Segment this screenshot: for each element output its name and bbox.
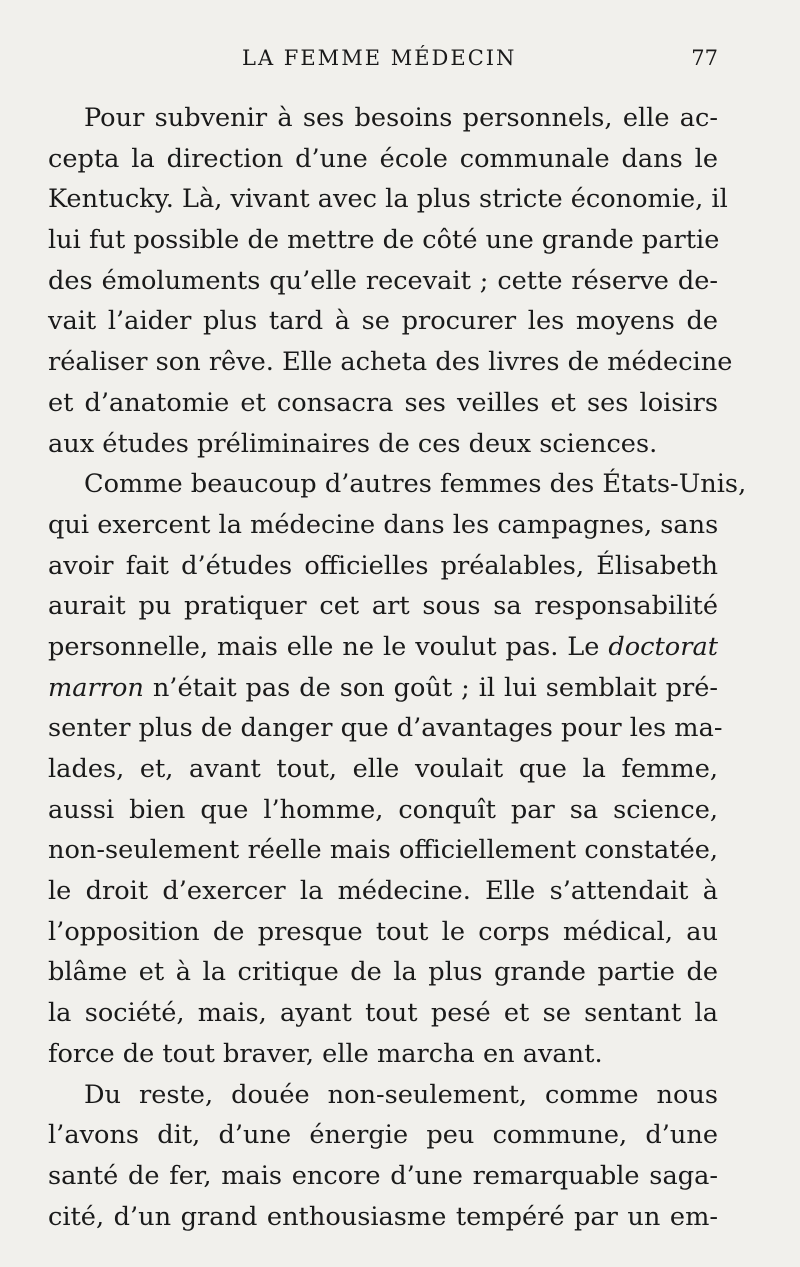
text-line: santé de fer, mais encore d’une remarquable saga- (48, 1160, 718, 1191)
text-line: aux études préliminaires de ces deux sciences. (48, 428, 658, 459)
text-line-with-italic (48, 627, 718, 668)
text-line: la société, mais, ayant tout pesé et se sentant la (48, 998, 718, 1029)
text-line: réaliser son rêve. Elle acheta des livres de médecine (48, 347, 733, 378)
text-line: l’opposition de presque tout le corps médical, au (48, 916, 718, 947)
paragraph-1 (48, 98, 733, 464)
page-header (48, 46, 718, 82)
text-line: aurait pu pratiquer cet art sous sa responsabilité (48, 591, 718, 622)
text-line: senter plus de danger que d’avantages pour les ma- (48, 713, 723, 744)
text-line: blâme et à la critique de la plus grande partie de (48, 957, 718, 988)
running-title: LA FEMME MÉDECIN (242, 46, 517, 70)
text-line: qui exercent la médecine dans les campagnes, sans (48, 509, 719, 540)
text-line: aussi bien que l’homme, conquît par sa science, (48, 794, 718, 825)
text-line: lades, et, avant tout, elle voulait que la femme, (48, 754, 718, 784)
text-line: Comme beaucoup d’autres femmes des États-Unis, (84, 469, 747, 500)
text-line: force de tout braver, elle marcha en avant. (48, 1038, 603, 1069)
text-line: cité, d’un grand enthousiasme tempéré par un em- (48, 1201, 718, 1232)
text-line: Kentucky. Là, vivant avec la plus stricte économie, il (48, 184, 728, 215)
text-line-with-italic (48, 668, 718, 709)
text-line: le droit d’exercer la médecine. Elle s’attendait à (48, 876, 718, 907)
text-line: Du reste, douée non-seulement, comme nous (84, 1079, 718, 1110)
text-line: non-seulement réelle mais officiellement constatée, (48, 835, 718, 866)
text-fragment: personnelle, mais elle ne le voulut pas. Le (48, 631, 600, 662)
page-number: 77 (691, 46, 718, 70)
text-line: lui fut possible de mettre de côté une grande partie (48, 225, 720, 256)
text-line: cepta la direction d’une école communale dans le (48, 143, 718, 174)
text-line: Pour subvenir à ses besoins personnels, elle ac- (84, 103, 718, 133)
body-text (48, 98, 747, 1237)
text-line: l’avons dit, d’une énergie peu commune, d’une (48, 1120, 718, 1151)
paragraph-3 (48, 1075, 718, 1238)
text-line: avoir fait d’études officielles préalables, Élisabeth (48, 550, 718, 581)
paragraph-2 (48, 464, 747, 1074)
text-line: vait l’aider plus tard à se procurer les moyens de (48, 306, 718, 337)
text-line: et d’anatomie et consacra ses veilles et ses loisirs (48, 387, 718, 418)
text-line: des émoluments qu’elle recevait ; cette réserve de- (48, 265, 718, 296)
italic-term: marron (48, 672, 144, 703)
text-fragment: n’était pas de son goût ; il lui semblait pré- (152, 672, 718, 703)
italic-term: doctorat (608, 631, 718, 662)
